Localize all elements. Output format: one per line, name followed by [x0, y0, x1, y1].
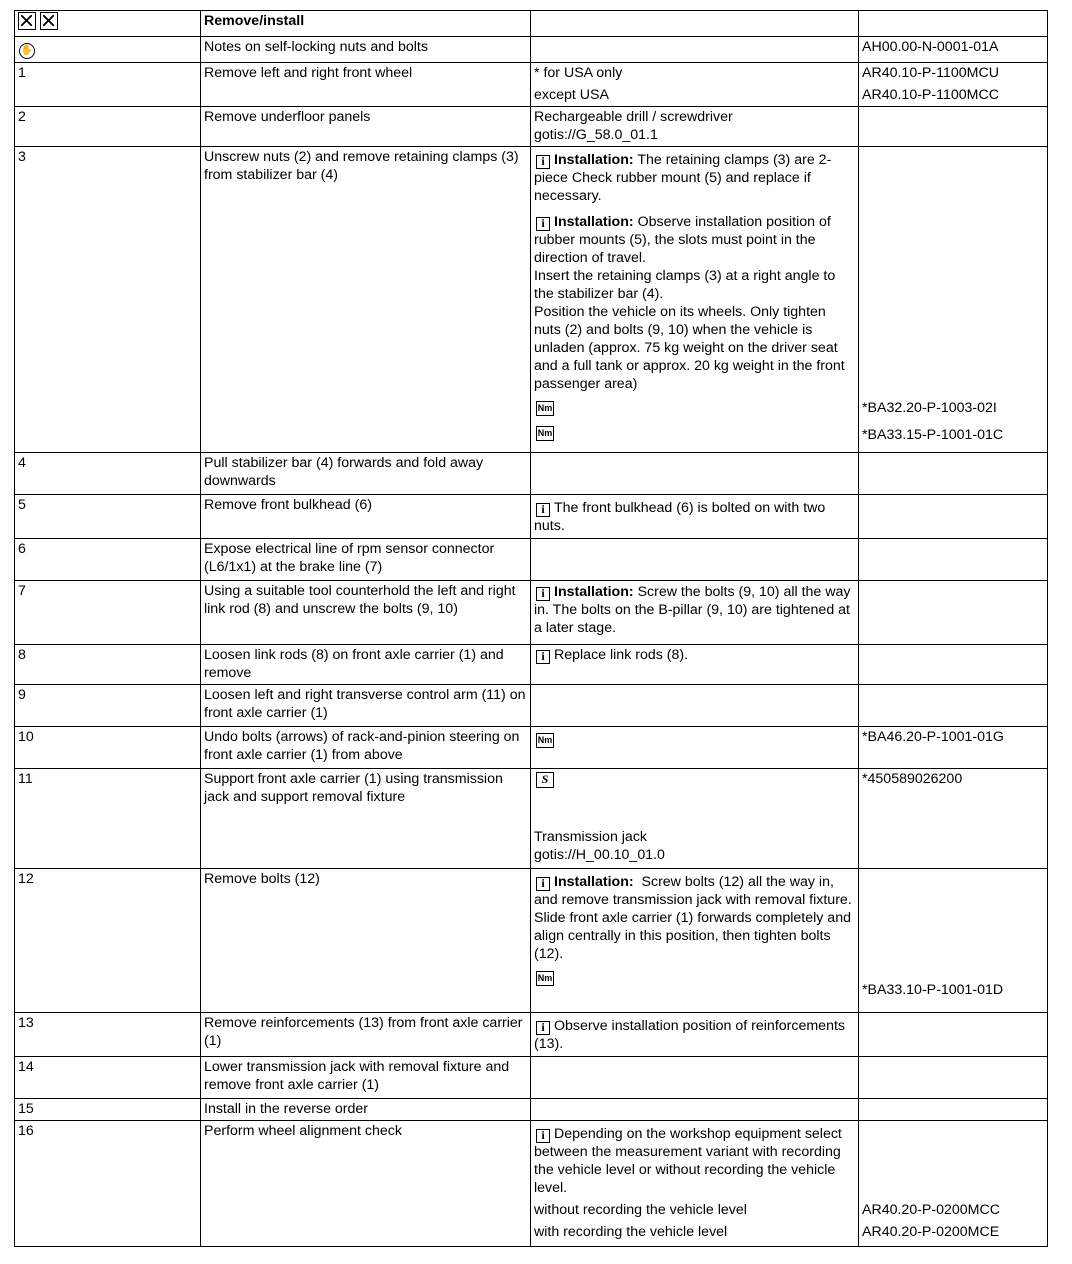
step-row-14	[15, 1057, 1048, 1099]
torque-ref-2[interactable]: *BA33.15-P-1001-01C	[862, 427, 1004, 443]
step-number: 5	[15, 495, 201, 539]
detail-except-usa: except USA	[534, 87, 609, 103]
reinforcement-note: i Observe installation position of reinforcements (13).	[534, 1018, 845, 1052]
step-number: 11	[15, 769, 201, 869]
step-action: Loosen left and right transverse control arm (11) on front axle carrier (1)	[201, 685, 531, 727]
step-number: 10	[15, 727, 201, 769]
step-number: 9	[15, 685, 201, 727]
step-action: Remove reinforcements (13) from front axle carrier (1)	[201, 1013, 531, 1057]
bulkhead-note: i The front bulkhead (6) is bolted on with two nuts.	[534, 500, 826, 534]
detail-usa: * for USA only	[534, 65, 623, 81]
procedure-table	[14, 10, 1048, 1247]
step-row-11	[15, 769, 1048, 869]
tool-name: Rechargeable drill / screwdriver	[534, 109, 733, 125]
note-icon: ✋	[19, 43, 35, 59]
step-row-6	[15, 539, 1048, 581]
header-icons-cell	[15, 11, 201, 37]
torque-ref[interactable]: *BA46.20-P-1001-01G	[859, 727, 1048, 769]
torque-nm-icon: Nm	[536, 971, 554, 986]
info-icon: i	[536, 877, 550, 891]
step-action: Pull stabilizer bar (4) forwards and fold away downwards	[201, 453, 531, 495]
info-icon: i	[536, 155, 550, 169]
step-action: Undo bolts (arrows) of rack-and-pinion steering on front axle carrier (1) from above	[201, 727, 531, 769]
info-icon: i	[536, 1129, 550, 1143]
torque-ref-1[interactable]: *BA32.20-P-1003-02I	[862, 400, 997, 416]
step-action: Lower transmission jack with removal fixture and remove front axle carrier (1)	[201, 1057, 531, 1099]
notes-text: Notes on self-locking nuts and bolts	[201, 37, 531, 63]
tool-link[interactable]: gotis://G_58.0_01.1	[534, 127, 658, 143]
step-row-12	[15, 869, 1048, 1013]
step-row-13	[15, 1013, 1048, 1057]
torque-nm-icon: Nm	[536, 401, 554, 416]
step-action: Support front axle carrier (1) using transmission jack and support removal fixture	[201, 769, 531, 869]
special-tool-ref[interactable]: *450589026200	[859, 769, 1048, 869]
step-number: 4	[15, 453, 201, 495]
step-row-5	[15, 495, 1048, 539]
step-number: 6	[15, 539, 201, 581]
step-row-10	[15, 727, 1048, 769]
jack-link[interactable]: gotis://H_00.10_01.0	[534, 847, 665, 863]
step-action: Using a suitable tool counterhold the left and right link rod (8) and unscrew the bolts (9, 10)	[201, 581, 531, 645]
step-row-3	[15, 147, 1048, 453]
notes-ref[interactable]: AH00.00-N-0001-01A	[859, 37, 1048, 63]
step-row-9	[15, 685, 1048, 727]
step-row-1	[15, 63, 1048, 107]
notes-row	[15, 37, 1048, 63]
ref-except-usa[interactable]: AR40.10-P-1100MCC	[862, 87, 999, 103]
torque-nm-icon: Nm	[536, 426, 554, 441]
step-number: 14	[15, 1057, 201, 1099]
step-row-15	[15, 1099, 1048, 1121]
step-number: 15	[15, 1099, 201, 1121]
step-number: 8	[15, 645, 201, 685]
install-icon	[40, 12, 58, 30]
step-action: Perform wheel alignment check	[201, 1121, 531, 1247]
bolts-12-installation-note: i Installation: Screw bolts (12) all the way in, and remove transmission jack with removal fixture.	[534, 874, 852, 908]
step-row-16	[15, 1121, 1048, 1247]
alignment-note: i Depending on the workshop equipment select between the measurement variant with recording the vehicle level or without recording the vehicle level.	[534, 1126, 842, 1196]
ref-usa[interactable]: AR40.10-P-1100MCU	[862, 65, 999, 81]
ref-without-level[interactable]: AR40.20-P-0200MCC	[862, 1202, 1000, 1218]
link-rod-note: i Replace link rods (8).	[534, 646, 855, 664]
info-icon: i	[536, 217, 550, 231]
step-row-2	[15, 107, 1048, 147]
header-title: Remove/install	[201, 11, 531, 37]
step-action: Remove left and right front wheel	[201, 63, 531, 107]
variant-without-level: without recording the vehicle level	[534, 1202, 747, 1218]
remove-icon	[18, 12, 36, 30]
special-tool-icon: S	[536, 772, 554, 788]
step-number: 16	[15, 1121, 201, 1247]
slide-carrier-note: Slide front axle carrier (1) forwards completely and align centrally in this position, then tighten bolts (12).	[534, 910, 851, 962]
vehicle-note: Position the vehicle on its wheels. Only tighten nuts (2) and bolts (9, 10) when the vehicle is unladen (approx. 75 kg weight on the driver seat and a full tank or approx. 20 kg weight in the front passenger area)	[534, 304, 845, 392]
step-action: Expose electrical line of rpm sensor connector (L6/1x1) at the brake line (7)	[201, 539, 531, 581]
header-row	[15, 11, 1048, 37]
info-icon: i	[536, 503, 550, 517]
jack-name: Transmission jack	[534, 829, 648, 845]
step-number: 3	[15, 147, 201, 453]
variant-with-level: with recording the vehicle level	[534, 1224, 728, 1240]
step-number: 7	[15, 581, 201, 645]
step-number: 13	[15, 1013, 201, 1057]
bolts-installation-note: i Installation: Screw the bolts (9, 10) all the way in. The bolts on the B-pillar (9, 10) are tightened at a later stage.	[534, 584, 851, 636]
step-row-7	[15, 581, 1048, 645]
installation-note-1: i Installation: The retaining clamps (3) are 2-piece Check rubber mount (5) and replace if necessary.	[534, 152, 832, 204]
clamp-note: Insert the retaining clamps (3) at a right angle to the stabilizer bar (4).	[534, 268, 836, 302]
step-action: Remove front bulkhead (6)	[201, 495, 531, 539]
installation-note-2: i Installation: Observe installation position of rubber mounts (5), the slots must point in the direction of travel.	[534, 214, 831, 266]
step-action: Remove bolts (12)	[201, 869, 531, 1013]
info-icon: i	[536, 650, 550, 664]
torque-nm-icon: Nm	[536, 733, 554, 748]
torque-ref[interactable]: *BA33.10-P-1001-01D	[862, 982, 1004, 998]
step-number: 12	[15, 869, 201, 1013]
step-action: Loosen link rods (8) on front axle carrier (1) and remove	[201, 645, 531, 685]
step-row-8	[15, 645, 1048, 685]
step-row-4	[15, 453, 1048, 495]
ref-with-level[interactable]: AR40.20-P-0200MCE	[862, 1224, 1000, 1240]
step-action: Unscrew nuts (2) and remove retaining clamps (3) from stabilizer bar (4)	[201, 147, 531, 453]
step-action: Install in the reverse order	[201, 1099, 531, 1121]
info-icon: i	[536, 587, 550, 601]
step-action: Remove underfloor panels	[201, 107, 531, 147]
step-number: 1	[15, 63, 201, 107]
step-number: 2	[15, 107, 201, 147]
info-icon: i	[536, 1021, 550, 1035]
